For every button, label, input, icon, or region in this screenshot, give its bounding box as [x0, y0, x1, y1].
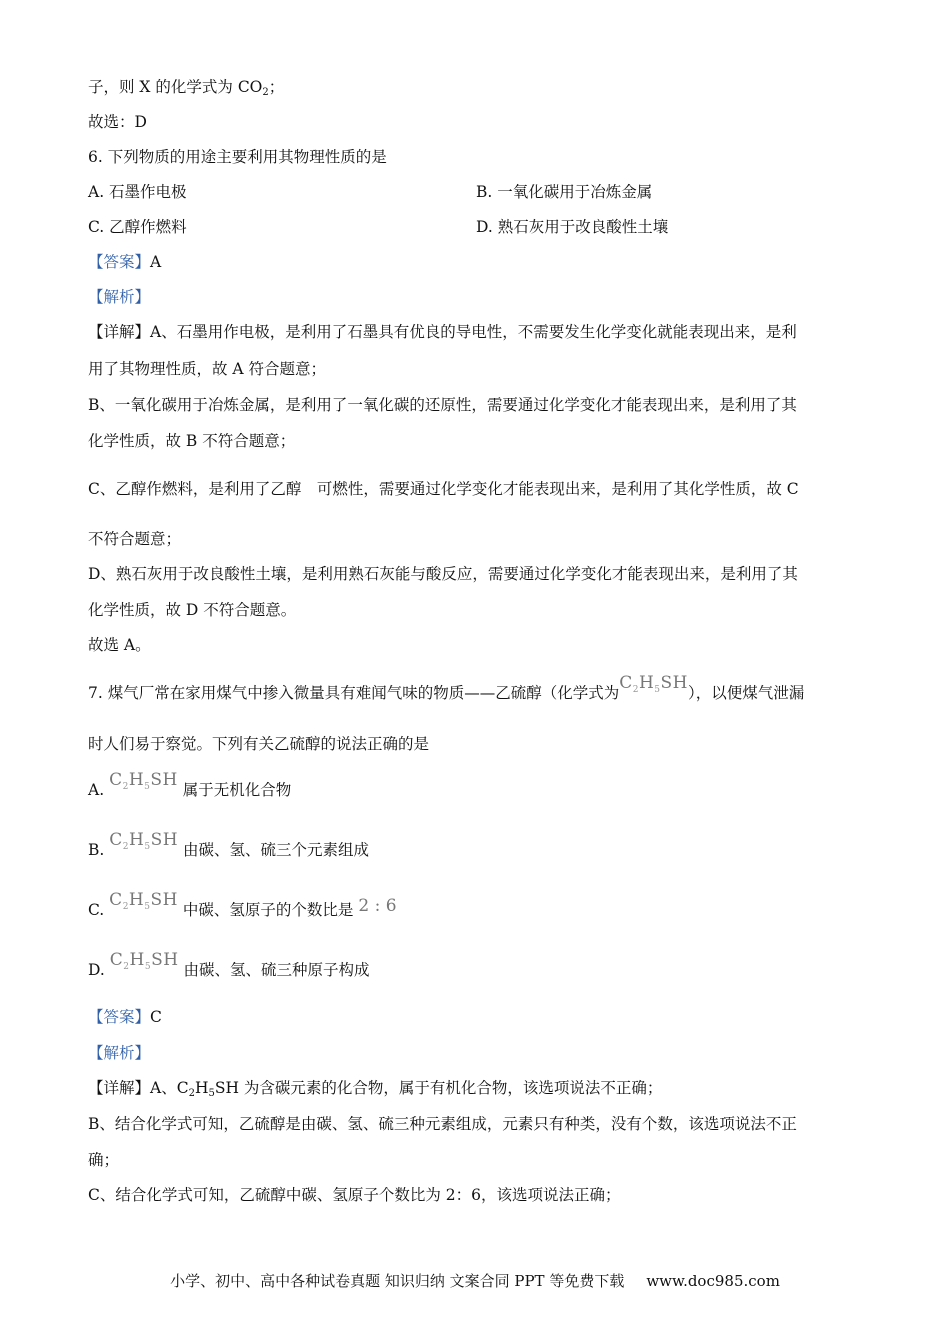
text-line: 故选：D	[88, 113, 147, 131]
option-7d: D. $C_2H_5SH$ 由碳、氢、硫三种原子构成	[88, 950, 370, 979]
footer-link[interactable]: www.doc985.com	[646, 1272, 780, 1290]
option-d: D. 熟石灰用于改良酸性土壤	[476, 218, 669, 236]
detail-line: B、结合化学式可知，乙硫醇是由碳、氢、硫三种元素组成，元素只有种类，没有个数，该选项说法不正	[88, 1115, 797, 1133]
detail-line: 【详解】A、$C_2H_5SH$ 为含碳元素的化合物，属于有机化合物，该选项说法不正确；	[88, 1079, 663, 1099]
detail-line: B、一氧化碳用于冶炼金属，是利用了一氧化碳的还原性，需要通过化学变化才能表现出来，是利用了其	[88, 396, 797, 414]
formula: $C_2H_5SH$	[109, 830, 179, 852]
formula: $C_2H_5SH$	[109, 770, 178, 792]
analysis-label: 【解析】	[88, 1044, 151, 1062]
formula: $C_2H_5SH$	[619, 673, 689, 695]
question-6: 6. 下列物质的用途主要利用其物理性质的是	[88, 148, 387, 166]
option-7c: C. $C_2H_5SH$ 中碳、氢原子的个数比是 2 : 6	[88, 890, 397, 919]
detail-line: 化学性质，故 D 不符合题意。	[88, 601, 297, 619]
answer-7: 【答案】C	[88, 1008, 162, 1026]
question-7-cont: 时人们易于察觉。下列有关乙硫醇的说法正确的是	[88, 735, 430, 753]
answer-6: 【答案】A	[88, 253, 162, 271]
page-footer	[0, 1270, 950, 1291]
formula: $C_2H_5SH$	[109, 950, 179, 972]
detail-line: 【详解】A、石墨用作电极，是利用了石墨具有优良的导电性，不需要发生化学变化就能表现出来，是利	[88, 323, 797, 341]
option-7a: A. $C_2H_5SH$ 属于无机化合物	[88, 770, 292, 799]
detail-line: C、结合化学式可知，乙硫醇中碳、氢原子个数比为 2：6，该选项说法正确；	[88, 1186, 621, 1204]
analysis-label: 【解析】	[88, 288, 151, 306]
detail-line: D、熟石灰用于改良酸性土壤，是利用熟石灰能与酸反应，需要通过化学变化才能表现出来，是利用了其	[88, 565, 798, 583]
option-b: B. 一氧化碳用于冶炼金属	[476, 183, 653, 201]
option-a: A. 石墨作电极	[88, 183, 187, 201]
detail-line: 故选 A。	[88, 636, 151, 654]
ratio: 2 : 6	[358, 896, 397, 916]
detail-line: 化学性质，故 B 不符合题意；	[88, 432, 296, 450]
detail-line: 用了其物理性质，故 A 符合题意；	[88, 360, 327, 378]
detail-line: 不符合题意；	[88, 530, 182, 548]
formula: $C_2H_5SH$	[109, 890, 178, 912]
detail-line: C、乙醇作燃料，是利用了乙醇 可燃性，需要通过化学变化才能表现出来，是利用了其化学性质，故 C	[88, 480, 799, 498]
detail-line: 确；	[88, 1151, 120, 1169]
option-7b: B. $C_2H_5SH$ 由碳、氢、硫三个元素组成	[88, 830, 370, 859]
text-line: 子，则 X 的化学式为 $CO_2$；	[88, 78, 285, 98]
question-7: 7. 煤气厂常在家用煤气中掺入微量具有难闻气味的物质——乙硫醇（化学式为$C_2H_5SH$），以便煤气泄漏	[88, 673, 805, 702]
option-c: C. 乙醇作燃料	[88, 218, 187, 236]
footer-text: 小学、初中、高中各种试卷真题 知识归纳 文案合同 PPT 等免费下载	[170, 1272, 625, 1290]
